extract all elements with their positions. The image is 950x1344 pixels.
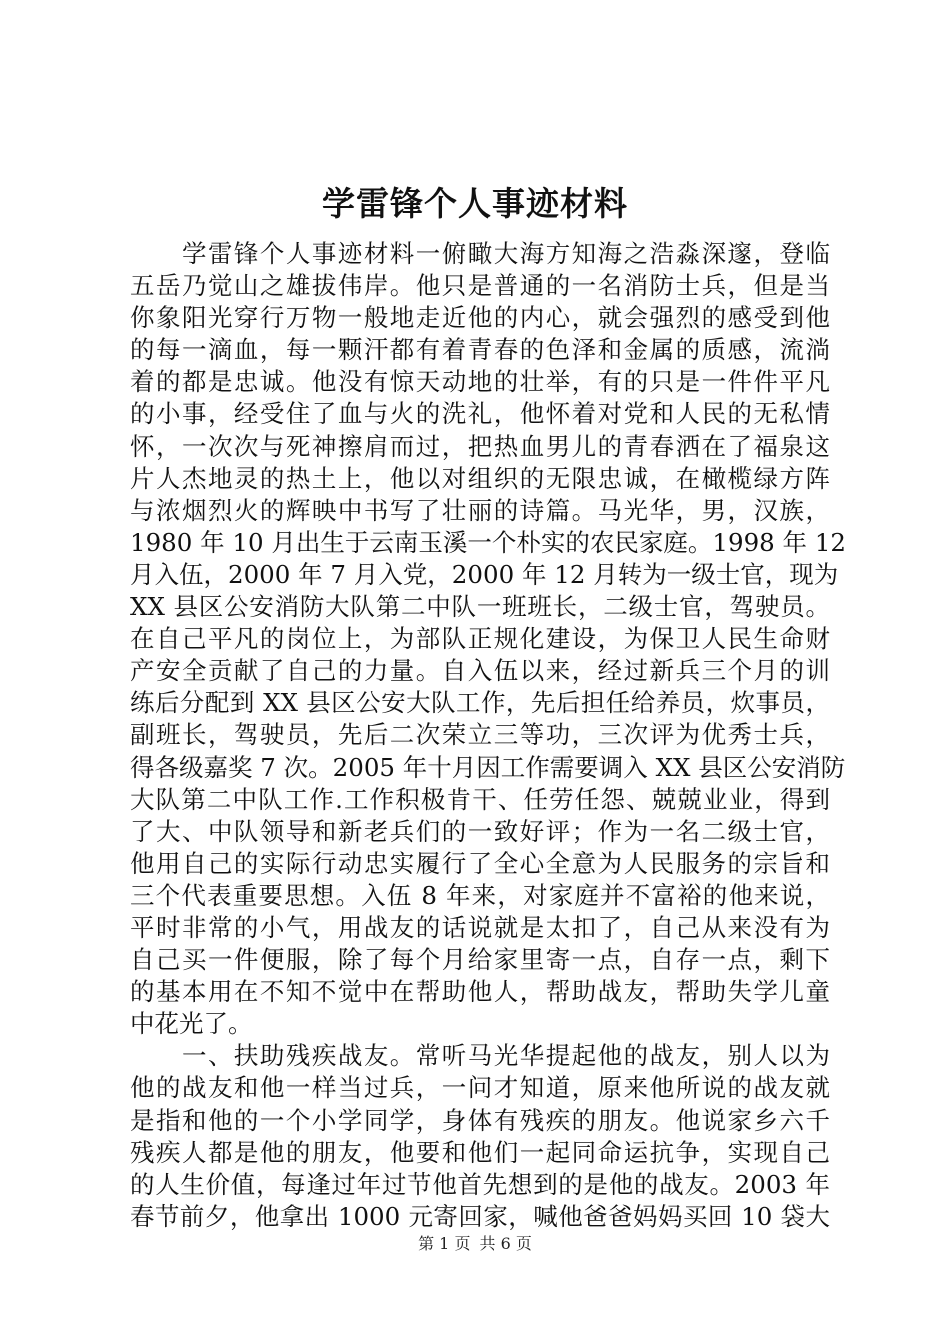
- body-line: 他的战友和他一样当过兵，一问才知道，原来他所说的战友就: [130, 1073, 830, 1103]
- page-total: 共 6 页: [479, 1234, 532, 1253]
- body-line: 一、扶助残疾战友。常听马光华提起他的战友，别人以为: [130, 1041, 830, 1071]
- body-line: 的基本用在不知不觉中在帮助他人，帮助战友，帮助失学儿童: [130, 977, 830, 1007]
- body-line: 在自己平凡的岗位上，为部队正规化建设，为保卫人民生命财: [130, 624, 830, 654]
- body-line: 的人生价值，每逢过年过节他首先想到的是他的战友。2003 年: [130, 1169, 830, 1199]
- body-line: 着的都是忠诚。他没有惊天动地的壮举，有的只是一件件平凡: [130, 367, 830, 397]
- body-line: 你象阳光穿行万物一般地走近他的内心，就会强烈的感受到他: [130, 303, 830, 333]
- body-line: 1980 年 10 月出生于云南玉溪一个朴实的农民家庭。1998 年 12: [130, 527, 846, 557]
- body-line: 片人杰地灵的热土上，他以对组织的无限忠诚，在橄榄绿方阵: [130, 463, 830, 493]
- body-line: 副班长，驾驶员，先后二次荣立三等功，三次评为优秀士兵，: [130, 720, 830, 750]
- body-line: XX 县区公安消防大队第二中队一班班长，二级士官，驾驶员。: [130, 592, 830, 622]
- body-line: 平时非常的小气，用战友的话说就是太扣了，自己从来没有为: [130, 912, 830, 942]
- body-line: 残疾人都是他的朋友，他要和他们一起同命运抗争，实现自己: [130, 1137, 830, 1167]
- document-body: [130, 238, 846, 1233]
- body-line: 与浓烟烈火的辉映中书写了壮丽的诗篇。马光华，男，汉族，: [130, 495, 830, 525]
- body-line: 的小事，经受住了血与火的洗礼，他怀着对党和人民的无私情: [130, 399, 830, 429]
- body-line: 中花光了。: [130, 1009, 253, 1039]
- body-line: 得各级嘉奖 7 次。2005 年十月因工作需要调入 XX 县区公安消防: [130, 752, 846, 782]
- body-line: 是指和他的一个小学同学，身体有残疾的朋友。他说家乡六千: [130, 1105, 830, 1135]
- document-title: 学雷锋个人事迹材料: [322, 184, 628, 223]
- body-line: 学雷锋个人事迹材料一俯瞰大海方知海之浩淼深邃，登临: [130, 239, 830, 268]
- body-line: 怀，一次次与死神擦肩而过，把热血男儿的青春洒在了福泉这: [130, 431, 830, 461]
- body-line: 大队第二中队工作.工作积极肯干、任劳任怨、兢兢业业，得到: [130, 784, 830, 814]
- body-line: 了大、中队领导和新老兵们的一致好评；作为一名二级士官，: [130, 816, 830, 846]
- page-number: 第 1 页: [418, 1234, 471, 1253]
- body-line: 自己买一件便服，除了每个月给家里寄一点，自存一点，剩下: [130, 945, 830, 975]
- body-line: 五岳乃觉山之雄拔伟岸。他只是普通的一名消防士兵，但是当: [130, 271, 830, 301]
- body-line: 的每一滴血，每一颗汗都有着青春的色泽和金属的质感，流淌: [130, 335, 830, 365]
- body-line: 春节前夕，他拿出 1000 元寄回家，喊他爸爸妈妈买回 10 袋大: [130, 1201, 830, 1231]
- page-footer: [0, 1233, 950, 1255]
- body-line: 练后分配到 XX 县区公安大队工作，先后担任给养员，炊事员，: [130, 688, 830, 718]
- body-line: 产安全贡献了自己的力量。自入伍以来，经过新兵三个月的训: [130, 656, 830, 686]
- body-line: 三个代表重要思想。入伍 8 年来，对家庭并不富裕的他来说，: [130, 880, 830, 910]
- body-line: 他用自己的实际行动忠实履行了全心全意为人民服务的宗旨和: [130, 848, 830, 878]
- body-line: 月入伍，2000 年 7 月入党，2000 年 12 月转为一级士官，现为: [130, 559, 839, 589]
